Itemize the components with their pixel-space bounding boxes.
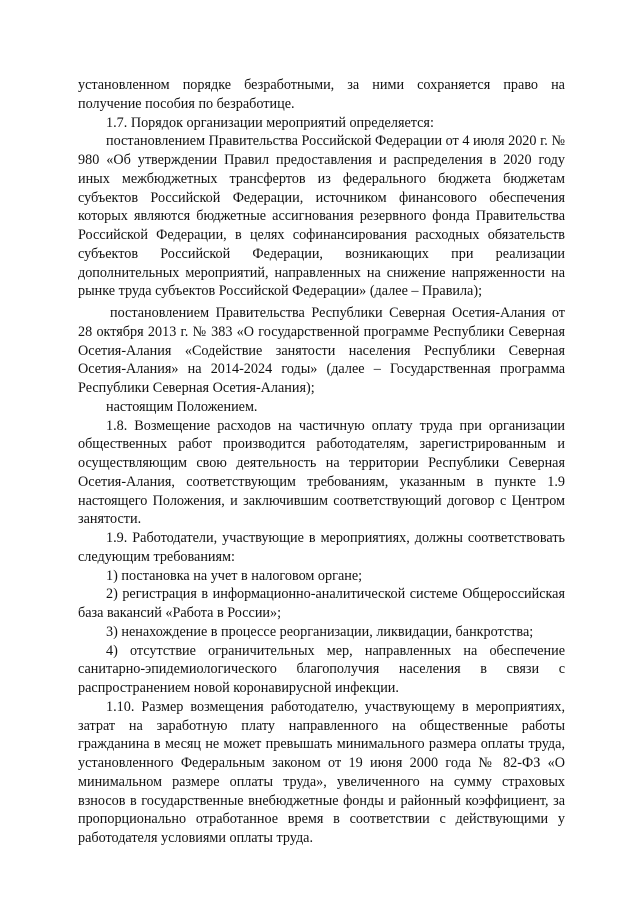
paragraph-1-9: 1.9. Работодатели, участвующие в мероприятиях, должны соответствовать следующим требованиям: bbox=[78, 530, 565, 565]
paragraph-this-regulation: настоящим Положением. bbox=[106, 398, 258, 415]
requirement-item-3: 3) ненахождение в процессе реорганизации, ликвидации, банкротства; bbox=[106, 623, 534, 640]
paragraph-unemployment-benefit: установленном порядке безработными, за ними сохраняется право на получение пособия по безработице. bbox=[78, 77, 565, 112]
paragraph-1-7-heading: 1.7. Порядок организации мероприятий определяется: bbox=[106, 114, 434, 131]
paragraph-1-10: 1.10. Размер возмещения работодателю, участвующему в мероприятиях, затрат на заработную плату направленного на общественные работы гражданина в месяц не может превышать минимального размера оплаты труда, установленного Федеральным законом от 19 июня 2000 года № 82-ФЗ «О минимальном размере оплаты труда», увеличенного на сумму страховых взносов в государственные внебюджетные фонды и районный коэффициент, за пропорционально отработанное время в соответствии с действующими у работодателя условиями оплаты труда. bbox=[78, 698, 565, 846]
paragraph-government-decree-980: постановлением Правительства Российской Федерации от 4 июля 2020 г. № 980 «Об утверждении Правил предоставления и распределения в 2020 году иных межбюджетных трансфертов из федерального бюджета бюджетам субъектов Российской Федерации, источником финансового обеспечения которых являются бюджетные ассигнования резервного фонда Правительства Российской Федерации, в целях софинансирования расходных обязательств субъектов Российской Федерации, возникающих при реализации дополнительных мероприятий, направленных на снижение напряженности на рынке труда субъектов Российской Федерации» (далее – Правила); bbox=[78, 133, 565, 300]
document-page bbox=[78, 76, 565, 848]
paragraph-republic-decree-383: постановлением Правительства Республики Северная Осетия-Алания от 28 октября 2013 г. № 383 «О государственной программе Республики Северная Осетия-Алания «Содействие занятости населения Республики Северная Осетия-Алания» на 2014-2024 годы» (далее – Государственная программа Республики Северная Осетия-Алания); bbox=[78, 305, 565, 396]
requirement-item-4: 4) отсутствие ограничительных мер, направленных на обеспечение санитарно-эпидемиологического благополучия населения в связи с распространением новой коронавирусной инфекции. bbox=[78, 642, 565, 696]
requirement-item-2: 2) регистрация в информационно-аналитической системе Общероссийская база вакансий «Работа в России»; bbox=[78, 586, 565, 621]
requirement-item-1: 1) постановка на учет в налоговом органе; bbox=[106, 567, 363, 584]
paragraph-1-8: 1.8. Возмещение расходов на частичную оплату труда при организации общественных работ производится работодателям, зарегистрированным и осуществляющим свою деятельность на территории Республики Северная Осетия-Алания, соответствующим требованиям, указанным в пункте 1.9 настоящего Положения, и заключившим соответствующий договор с Центром занятости. bbox=[78, 417, 565, 528]
